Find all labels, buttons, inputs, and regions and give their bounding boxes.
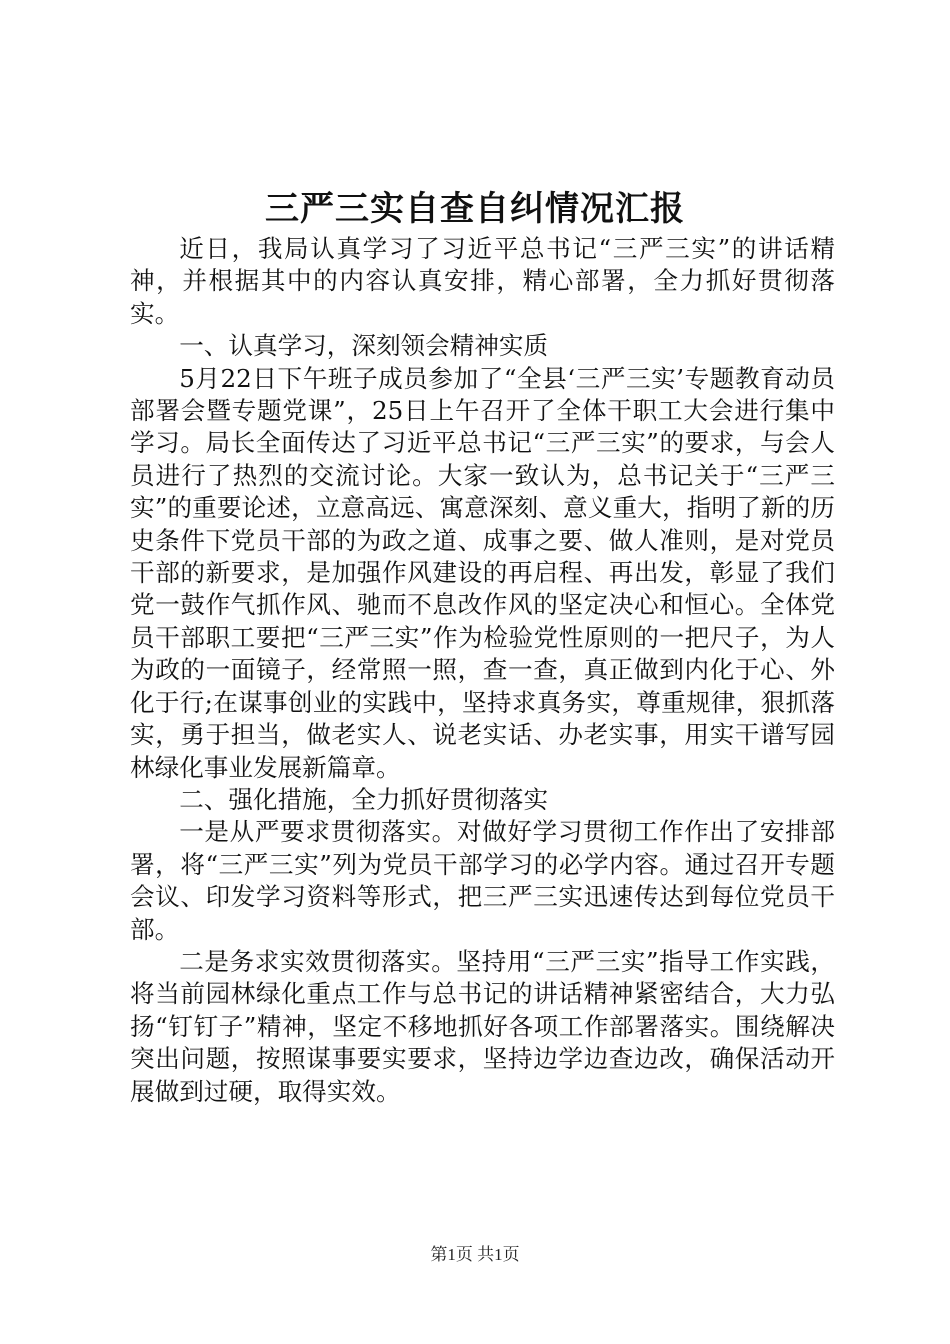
paragraph-measure-1: 一是从严要求贯彻落实。对做好学习贯彻工作作出了安排部署，将“三严三实”列为党员干部学习的必学内容。通过召开专题会议、印发学习资料等形式，把三严三实迅速传达到每位党员干部。: [130, 817, 835, 944]
page-footer: 第1页 共1页: [430, 1245, 520, 1264]
paragraph-measure-2: 二是务求实效贯彻落实。坚持用“三严三实”指导工作实践，将当前园林绿化重点工作与总书记的讲话精神紧密结合，大力弘扬“钉钉子”精神，坚定不移地抓好各项工作部署落实。围绕解决突出问题，按照谋事要实要求，坚持边学边查边改，确保活动开展做到过硬，取得实效。: [130, 946, 835, 1106]
section-heading-2: 二、强化措施，全力抓好贯彻落实: [179, 784, 549, 814]
document-title: 三严三实自查自纠情况汇报: [265, 189, 685, 229]
paragraph-study: 5月22日下午班子成员参加了“全县‘三严三实’专题教育动员部署会暨专题党课”，25日上午召开了全体干职工大会进行集中学习。局长全面传达了习近平总书记“三严三实”的要求，与会人员进行了热烈的交流讨论。大家一致认为，总书记关于“三严三实”的重要论述，立意高远、寓意深刻、意义重大，指明了新的历史条件下党员干部的为政之道、成事之要、做人准则，是对党员干部的新要求，是加强作风建设的再启程、再出发，彰显了我们党一鼓作气抓作风、驰而不息改作风的坚定决心和恒心。全体党员干部职工要把“三严三实”作为检验党性原则的一把尺子，为人为政的一面镜子，经常照一照，查一查，真正做到内化于心、外化于行;在谋事创业的实践中，坚持求真务实，尊重规律，狠抓落实，勇于担当，做老实人、说老实话、办老实事，用实干谱写园林绿化事业发展新篇章。: [130, 363, 835, 782]
section-heading-1: 一、认真学习，深刻领会精神实质: [179, 331, 549, 361]
paragraph-intro: 近日，我局认真学习了习近平总书记“三严三实”的讲话精神，并根据其中的内容认真安排，精心部署，全力抓好贯彻落实。: [130, 234, 835, 328]
document-body: [130, 233, 835, 1108]
